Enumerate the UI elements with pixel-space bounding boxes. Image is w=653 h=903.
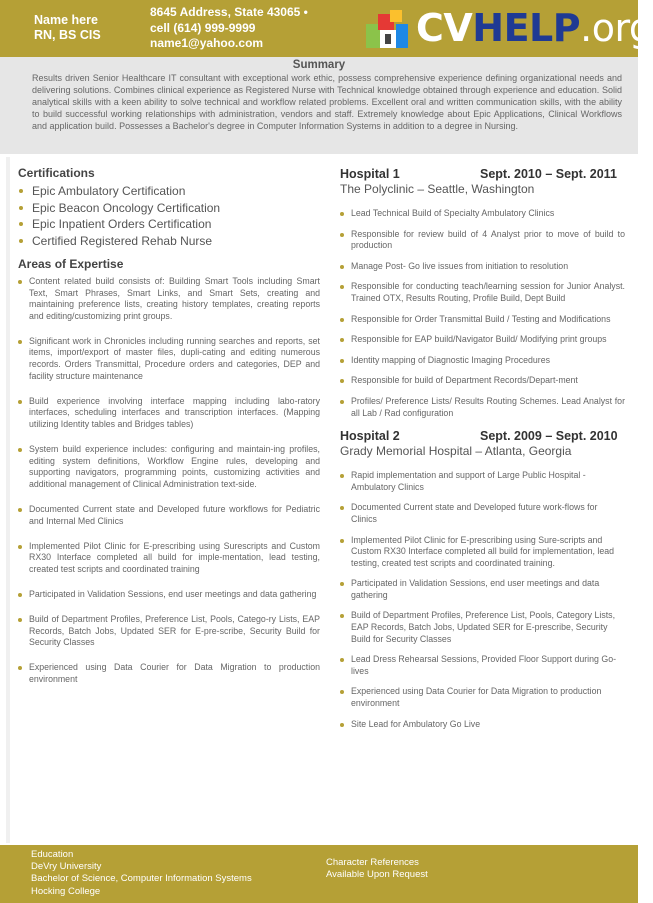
- education-school: DeVry University: [31, 861, 102, 873]
- references-block: [326, 857, 428, 881]
- list-item: Certified Registered Rehab Nurse: [18, 233, 320, 250]
- list-item: Rapid implementation and support of Large Public Hospital - Ambulatory Clinics: [340, 470, 625, 493]
- logo-cv: CV: [416, 6, 473, 50]
- list-item: Site Lead for Ambulatory Go Live: [340, 719, 625, 731]
- education-degree: Bachelor of Science, Computer Information Systems: [31, 873, 252, 885]
- left-column: [18, 166, 320, 699]
- list-item: Lead Dress Rehearsal Sessions, Provided Floor Support during Go-lives: [340, 654, 625, 677]
- list-item: System build experience includes: configuring and maintain-ing profiles, editing system definitions, Workflow Engine rules, developing and supporting navigators, programming points, customizing activities and additional management of Clinical Administration text-side.: [18, 444, 320, 490]
- list-item: Experienced using Data Courier for Data Migration to production environment: [18, 662, 320, 685]
- certifications-title: Certifications: [18, 166, 95, 180]
- summary-text: Results driven Senior Healthcare IT consultant with exceptional work ethic, possess comprehensive experience defining organizational needs and delivering solutions. Combines clinical experience as Registered Nurse with Technical knowledge obtained through experience and education. Solid analytical skills with a keen ability to solve technical and workflow related problems. Excellent oral and written communication skills, with the ability to build successful working relationships with administration, vendors and staff. Extremely knowledge about Epic Applications, Clinical Workflows and application build. Possesses a Bachelor's degree in Computer Information Systems in addition to a degree in Nursing.: [32, 73, 622, 131]
- list-item: Documented Current state and Developed future workflows for Pediatric and Internal Med Clinics: [18, 504, 320, 527]
- summary-title: Summary: [292, 59, 346, 71]
- logo-help: HELP: [472, 6, 581, 50]
- list-item: Participated in Validation Sessions, end user meetings and data gathering: [340, 578, 625, 601]
- list-item: Identity mapping of Diagnostic Imaging Procedures: [340, 355, 625, 367]
- job-header: [340, 167, 625, 182]
- list-item: Participated in Validation Sessions, end user meetings and data gathering: [18, 589, 320, 601]
- list-item: Profiles/ Preference Lists/ Results Routing Schemes. Lead Analyst for all Lab / Rad configuration: [340, 396, 625, 419]
- list-item: Significant work in Chronicles including running searches and reports, set items, import/export of master files, dupli-cating and editing numerous records. Orders Transmittal, Procedure orders and categories, DEP and facility structure maintenance: [18, 336, 320, 382]
- list-item: Build of Department Profiles, Preference List, Pools, Category Lists, EAP Records, Batch Jobs, Updated SER for E-prescribe, Security Build for Security Classes: [340, 610, 625, 645]
- certifications-list: [18, 183, 320, 249]
- logo-wordmark: [416, 6, 653, 50]
- left-accent-strip: [6, 157, 10, 843]
- list-item: Build of Department Profiles, Preference List, Pools, Catego-ry Lists, EAP Records, Batch Jobs, Updated SER for E-pre-scribe, Security Build for Security Classes: [18, 614, 320, 649]
- education-block: [31, 849, 252, 898]
- list-item: Implemented Pilot Clinic for E-prescribing using Surescripts and Custom RX30 Interface completed all build for imple-mentation, lead testing, created test scripts and coordinated training: [18, 541, 320, 576]
- address: 8645 Address, State 43065 •: [150, 5, 308, 19]
- right-column: [340, 167, 625, 739]
- education-title: Education: [31, 849, 74, 860]
- name-block: [34, 13, 101, 43]
- job-dates: Sept. 2010 – Sept. 2011: [480, 167, 617, 181]
- expertise-title: Areas of Expertise: [18, 257, 124, 271]
- list-item: Build experience involving interface mapping including labo-ratory interfaces, scheduling interfaces and transcription interfaces. (Mapping utilizing Identity tables and Bridges tables): [18, 396, 320, 431]
- job-duties-list: [340, 470, 625, 730]
- phone: cell (614) 999-9999: [150, 20, 256, 35]
- references-note: Available Upon Request: [326, 869, 428, 881]
- candidate-name: Name here: [34, 13, 98, 27]
- email: name1@yahoo.com: [150, 36, 264, 50]
- list-item: Lead Technical Build of Specialty Ambulatory Clinics: [340, 208, 625, 220]
- candidate-credentials: RN, BS CIS: [34, 28, 101, 42]
- list-item: Responsible for conducting teach/learning session for Junior Analyst. Trained OTX, Results Routing, Profile Build, Dept Build: [340, 281, 625, 304]
- job-dates: Sept. 2009 – Sept. 2010: [480, 429, 618, 444]
- list-item: Epic Inpatient Orders Certification: [18, 216, 320, 233]
- list-item: Implemented Pilot Clinic for E-prescribing using Sure-scripts and Custom RX30 Interface completed all build for implementation, lead testing, created test scripts and coordinated training.: [340, 535, 625, 570]
- list-item: Responsible for review build of 4 Analyst prior to move of build to production: [340, 229, 625, 252]
- list-item: Epic Ambulatory Certification: [18, 183, 320, 200]
- job-employer: Hospital 1: [340, 167, 400, 181]
- summary-section: [0, 57, 638, 154]
- header-bar: [0, 0, 653, 57]
- references-title: Character References: [326, 857, 419, 868]
- list-item: Responsible for Order Transmittal Build / Testing and Modifications: [340, 314, 625, 326]
- job-header: [340, 429, 625, 444]
- education-school: Hocking College: [31, 885, 101, 897]
- contact-block: [150, 5, 308, 52]
- expertise-list: [18, 276, 320, 685]
- list-item: Content related build consists of: Building Smart Tools including Smart Text, Smart Phrases, Smart Links, and Smart Sets, creating and maintaining preference lists, creating history templates, creating reports and editing/customizing print groups.: [18, 276, 320, 322]
- logo-blocks-icon: [366, 10, 410, 50]
- list-item: Responsible for EAP build/Navigator Build/ Modifying print groups: [340, 334, 625, 346]
- list-item: Manage Post- Go live issues from initiation to resolution: [340, 261, 625, 273]
- cvhelp-logo[interactable]: [362, 4, 653, 52]
- list-item: Documented Current state and Developed future work-flows for Clinics: [340, 502, 625, 525]
- list-item: Experienced using Data Courier for Data Migration to production environment: [340, 686, 625, 709]
- job-duties-list: [340, 208, 625, 419]
- job-employer: Hospital 2: [340, 429, 400, 444]
- list-item: Epic Beacon Oncology Certification: [18, 200, 320, 217]
- job-location: The Polyclinic – Seattle, Washington: [340, 182, 535, 196]
- footer-bar: [0, 845, 638, 903]
- logo-org: .org: [580, 6, 653, 50]
- list-item: Responsible for build of Department Records/Depart-ment: [340, 375, 625, 387]
- job-location: Grady Memorial Hospital – Atlanta, Georgia: [340, 444, 572, 459]
